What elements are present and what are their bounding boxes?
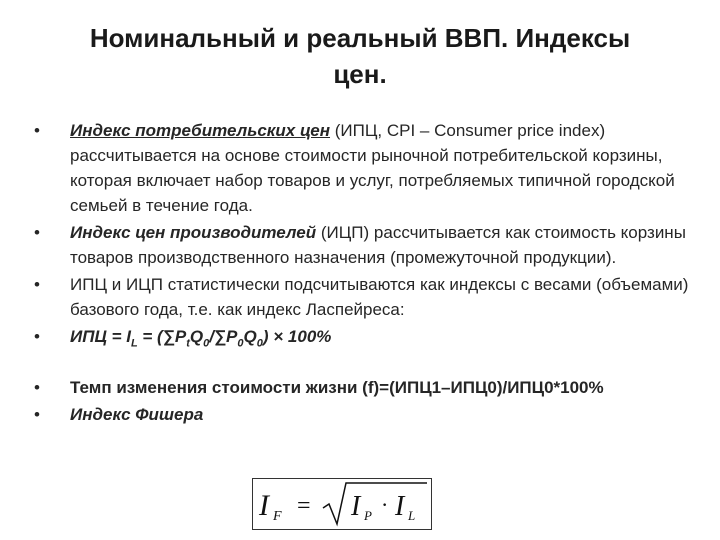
cost-of-living-text: Темп изменения стоимости жизни (f)=(ИПЦ1–ИПЦ0)/ИПЦ0*100% xyxy=(70,378,604,397)
ppi-term: Индекс цен производителей xyxy=(70,223,317,242)
formula-r1-sub: P xyxy=(364,508,372,523)
fisher-term: Индекс Фишера xyxy=(70,405,204,424)
formula-r2: I xyxy=(395,491,405,522)
bullet-dot-icon: • xyxy=(34,275,40,294)
bullet-dot-icon: • xyxy=(34,121,40,140)
formula-equals: = xyxy=(297,493,311,519)
bullet-cpi xyxy=(30,118,700,218)
fisher-formula xyxy=(253,479,431,529)
bullet-ppi xyxy=(30,220,700,270)
laspeyres-text: ИПЦ и ИЦП статистически подсчитываются как индексы с весами (объемами) базового года, т.е. как индекс Ласпейреса: xyxy=(70,275,689,319)
bullet-dot-icon: • xyxy=(34,327,40,346)
ppi-description: (ИЦП) рассчитывается как стоимость корзины товаров производственного назначения (промежуточной продукции). xyxy=(70,223,686,267)
formula-lhs: I xyxy=(259,489,269,522)
bullet-cost-of-living xyxy=(30,375,700,400)
bullet-cpi-formula xyxy=(30,324,700,349)
bullet-laspeyres xyxy=(30,272,700,322)
slide-title-line-2: цен. xyxy=(333,59,387,89)
formula-lhs-sub: F xyxy=(273,509,282,524)
cpi-term: Индекс потребительских цен xyxy=(70,121,331,140)
slide-title-line-1: Номинальный и реальный ВВП. Индексы xyxy=(89,23,631,53)
cpi-formula: ИПЦ = $I_L = (\sum P_tQ_0/\sum P_0Q_0) \times 100\%$ xyxy=(70,327,332,350)
formula-dot: · xyxy=(381,492,389,517)
bullet-dot-icon: • xyxy=(34,223,40,242)
bullet-dot-icon: • xyxy=(34,405,40,424)
formula-r1: I xyxy=(351,491,361,522)
bullet-dot-icon: • xyxy=(34,378,40,397)
cpi-description: (ИПЦ, CPI – Consumer price index) рассчитывается на основе стоимости рыночной потребительской корзины, которая включает набор товаров и услуг, потребляемых типичной городской семьей в течение года. xyxy=(70,121,675,215)
slide-title xyxy=(40,20,680,92)
bullet-list xyxy=(30,118,700,429)
formula-r2-sub: L xyxy=(408,508,416,523)
fisher-formula-box xyxy=(252,478,432,530)
bullet-fisher xyxy=(30,402,700,427)
